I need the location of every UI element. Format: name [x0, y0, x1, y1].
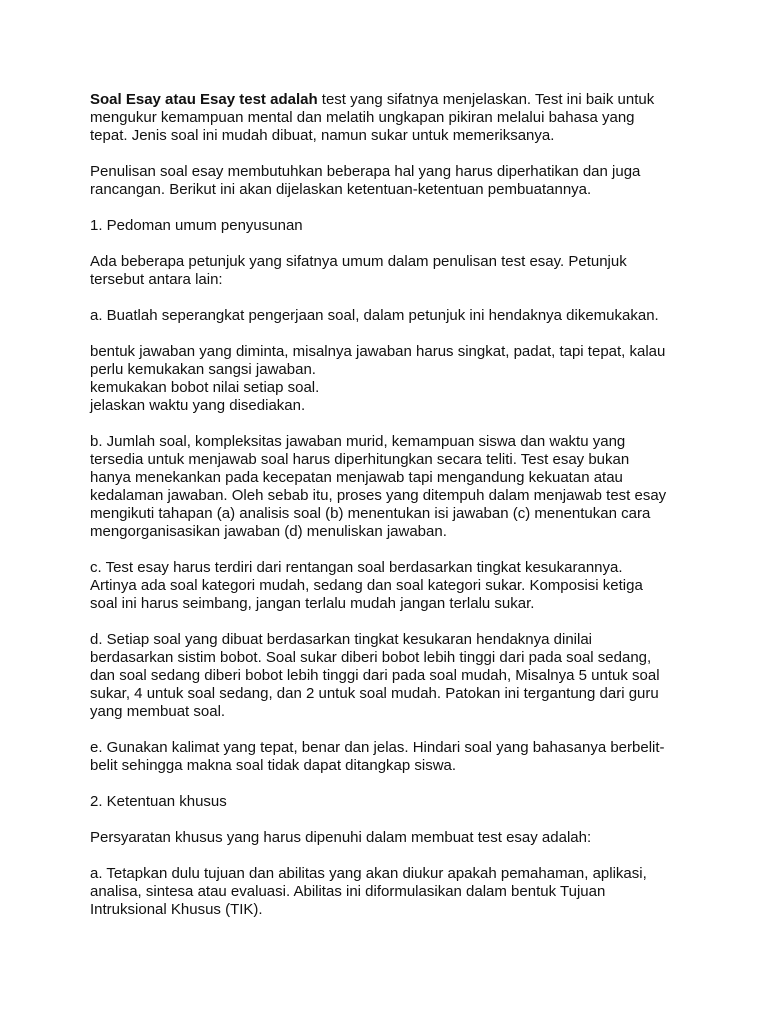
petunjuk-paragraph: Ada beberapa petunjuk yang sifatnya umum dalam penulisan test esay. Petunjuk tersebut antara lain: — [90, 253, 627, 288]
intro-paragraph — [90, 91, 680, 145]
intro-bold-term: Soal Esay atau Esay test adalah — [90, 91, 318, 108]
persyaratan-paragraph: Persyaratan khusus yang harus dipenuhi dalam membuat test esay adalah: — [90, 829, 592, 846]
list-item-a2: a. Tetapkan dulu tujuan dan abilitas yang akan diukur apakah pemahaman, aplikasi, analisa, sintesa atau evaluasi. Abilitas ini diformulasikan dalam bentuk Tujuan Intruksional Khusus (TIK). — [90, 865, 647, 918]
list-item-a1: a. Buatlah seperangkat pengerjaan soal, dalam petunjuk ini hendaknya dikemukakan. — [90, 307, 659, 324]
list-item-b: b. Jumlah soal, kompleksitas jawaban murid, kemampuan siswa dan waktu yang tersedia untuk menjawab soal harus diperhitungkan secara teliti. Test esay bukan hanya menekankan pada kecepatan menjawab tapi mengandung kekuatan atau kedalaman jawaban. Oleh sebab itu, proses yang ditempuh dalam menjawab test esay mengikuti tahapan (a) analisis soal (b) menentukan isi jawaban (c) menentukan cara mengorganisasikan jawaban (d) menuliskan jawaban. — [90, 433, 667, 540]
sub-list-lines: bentuk jawaban yang diminta, misalnya jawaban harus singkat, padat, tapi tepat, kalau perlu kemukakan sangsi jawaban. kemukakan bobot nilai setiap soal. jelaskan waktu yang disediakan. — [90, 343, 666, 414]
list-item-d: d. Setiap soal yang dibuat berdasarkan tingkat kesukaran hendaknya dinilai berdasarkan sistim bobot. Soal sukar diberi bobot lebih tinggi dari pada soal sedang, dan soal sedang diberi bobot lebih tinggi dari pada soal mudah, Misalnya 5 untuk soal sukar, 4 untuk soal sedang, dan 2 untuk soal mudah. Patokan ini tergantung dari guru yang membuat soal. — [90, 631, 660, 720]
section-heading-2: 2. Ketentuan khusus — [90, 793, 227, 810]
penulisan-paragraph: Penulisan soal esay membutuhkan beberapa hal yang harus diperhatikan dan juga rancangan. Berikut ini akan dijelaskan ketentuan-ketentuan pembuatannya. — [90, 163, 641, 198]
intro-text: test yang sifatnya menjelaskan. Test ini baik untuk mengukur kemampuan mental dan melatih ungkapan pikiran melalui bahasa yang tepat. Jenis soal ini mudah dibuat, namun sukar untuk memeriksanya. — [90, 91, 655, 144]
document-body — [90, 91, 680, 919]
list-item-c: c. Test esay harus terdiri dari rentangan soal berdasarkan tingkat kesukarannya. Artinya ada soal kategori mudah, sedang dan soal kategori sukar. Komposisi ketiga soal ini harus seimbang, jangan terlalu mudah jangan terlalu sukar. — [90, 559, 643, 612]
section-heading-1: 1. Pedoman umum penyusunan — [90, 217, 303, 234]
list-item-e: e. Gunakan kalimat yang tepat, benar dan jelas. Hindari soal yang bahasanya berbelit- belit sehingga makna soal tidak dapat ditangkap siswa. — [90, 739, 665, 774]
